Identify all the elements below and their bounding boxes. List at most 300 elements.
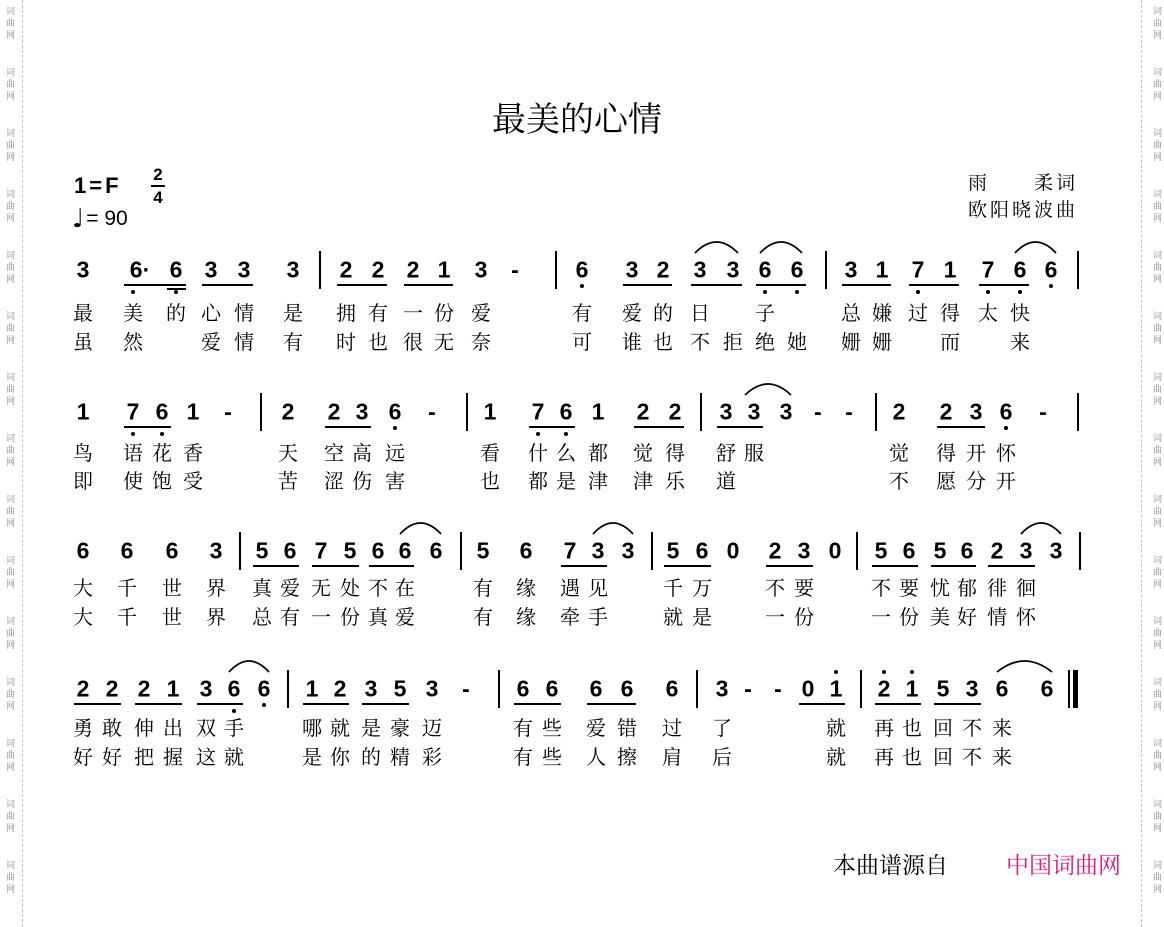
lyric-syllable: 受	[183, 469, 203, 493]
note: 7	[531, 398, 545, 425]
lyric-syllable: 徊	[1016, 576, 1036, 600]
note: 6	[545, 675, 559, 702]
slur	[400, 523, 441, 534]
lyric-syllable: 远	[385, 441, 405, 465]
note: 5	[933, 537, 947, 564]
lyric-syllable: 来	[992, 716, 1012, 740]
lyric-syllable: 世	[162, 576, 182, 600]
lyric-syllable: 太	[978, 301, 998, 325]
lyric-syllable: 肩	[662, 745, 682, 769]
lyric-syllable: 界	[206, 605, 226, 629]
slur	[1015, 242, 1056, 253]
note: 3	[1049, 537, 1063, 564]
lyric-syllable: 舒	[716, 441, 736, 465]
lyric-syllable: 高	[352, 441, 372, 465]
lyric-syllable: 快	[1010, 301, 1030, 325]
note: 6	[398, 537, 412, 564]
watermark-text: 词曲网	[4, 494, 14, 530]
lyric-syllable: 香	[183, 441, 203, 465]
note: 6	[76, 537, 90, 564]
note: 6	[758, 256, 772, 283]
lyric-syllable: 嫌	[872, 301, 892, 325]
lyric-syllable: 不	[690, 330, 710, 354]
lyric-syllable: 情	[234, 330, 254, 354]
lyric-syllable: 豪	[390, 716, 410, 740]
note: 6·	[129, 256, 151, 283]
lyric-syllable: 是	[283, 301, 303, 325]
lyric-syllable: 使	[123, 469, 143, 493]
dash-extension: -	[1039, 398, 1047, 425]
note: 1	[591, 398, 605, 425]
note: 2	[137, 675, 151, 702]
source-label: 本曲谱源自	[833, 853, 948, 879]
lyric-syllable: 苦	[278, 469, 298, 493]
lyric-syllable: 哪	[302, 716, 322, 740]
lyric-syllable: 开	[996, 469, 1016, 493]
lyric-syllable: 看	[480, 441, 500, 465]
dash-extension: -	[814, 398, 822, 425]
lyric-syllable: 空	[324, 441, 344, 465]
note: 3	[209, 537, 223, 564]
lyric-syllable: 不	[962, 745, 982, 769]
watermark-text: 词曲网	[4, 6, 14, 42]
watermark-text: 词曲网	[1151, 860, 1161, 896]
lyric-syllable: 了	[712, 716, 732, 740]
note: 6	[559, 398, 573, 425]
lyric-syllable: 手	[588, 605, 608, 629]
lyric-syllable: 错	[617, 716, 637, 740]
lyric-syllable: 真	[252, 576, 272, 600]
note: 1	[905, 675, 919, 702]
note: 6	[790, 256, 804, 283]
note: 6	[519, 537, 533, 564]
lyric-syllable: 都	[528, 469, 548, 493]
lyric-syllable: 不	[368, 576, 388, 600]
note: 6	[516, 675, 530, 702]
watermark-text: 词曲网	[4, 128, 14, 164]
note: 1	[305, 675, 319, 702]
lyric-syllable: 千	[117, 576, 137, 600]
lyric-syllable: 也	[368, 330, 388, 354]
note: 2	[76, 675, 90, 702]
lyric-syllable: 觉	[633, 441, 653, 465]
lyric-syllable: 子	[755, 301, 775, 325]
lyric-syllable: 把	[134, 745, 154, 769]
lyric-syllable: 回	[933, 745, 953, 769]
song-title: 最美的心情	[492, 100, 662, 140]
lyric-syllable: 忧	[930, 576, 950, 600]
note: 6	[695, 537, 709, 564]
lyric-syllable: 勇	[73, 716, 93, 740]
lyric-syllable: 道	[716, 469, 736, 493]
lyric-syllable: 爱	[280, 576, 300, 600]
lyric-syllable: 些	[542, 745, 562, 769]
note: 6	[575, 256, 589, 283]
note: 6	[169, 256, 183, 283]
lyric-syllable: 一	[765, 605, 785, 629]
note: 2	[668, 398, 682, 425]
note: 1	[829, 675, 843, 702]
lyric-syllable: 后	[712, 745, 732, 769]
watermark-text: 词曲网	[1151, 128, 1161, 164]
lyric-syllable: 天	[278, 441, 298, 465]
lyric-syllable: 不	[889, 469, 909, 493]
lyric-syllable: 得	[936, 441, 956, 465]
watermark-text: 词曲网	[4, 311, 14, 347]
lyric-syllable: 再	[874, 716, 894, 740]
watermark-text: 词曲网	[1151, 67, 1161, 103]
key-signature: 1=F	[74, 173, 122, 198]
lyric-syllable: 世	[162, 605, 182, 629]
lyric-syllable: 也	[902, 716, 922, 740]
watermark-text: 词曲网	[4, 189, 14, 225]
lyric-syllable: 涩	[324, 469, 344, 493]
watermark-text: 词曲网	[1151, 555, 1161, 591]
note: 0	[801, 675, 815, 702]
lyric-syllable: 总	[252, 605, 272, 629]
lyric-syllable: 总	[841, 301, 861, 325]
lyric-syllable: 爱	[201, 330, 221, 354]
note: 3	[76, 256, 90, 283]
time-signature-top: 2	[153, 165, 163, 184]
source-site: 中国词曲网	[1006, 853, 1121, 879]
lyric-syllable: 服	[744, 441, 764, 465]
note: 7	[126, 398, 140, 425]
quarter-note-icon: ♩	[72, 204, 85, 234]
lyric-syllable: 伤	[352, 469, 372, 493]
lyric-syllable: 缘	[516, 576, 536, 600]
note: 6	[1044, 256, 1058, 283]
lyric-syllable: 徘	[987, 576, 1007, 600]
lyric-syllable: 什	[528, 441, 548, 465]
note: 3	[1019, 537, 1033, 564]
lyric-syllable: 无	[434, 330, 454, 354]
note: 3	[844, 256, 858, 283]
lyric-syllable: 可	[572, 330, 592, 354]
watermark-text: 词曲网	[1151, 250, 1161, 286]
lyric-syllable: 不	[765, 576, 785, 600]
lyric-syllable: 就	[663, 605, 683, 629]
lyric-syllable: 美	[123, 301, 143, 325]
slur	[745, 384, 791, 395]
lyric-syllable: 遇	[560, 576, 580, 600]
lyric-syllable: 都	[588, 441, 608, 465]
note: 7	[563, 537, 577, 564]
note: 2	[281, 398, 295, 425]
lyric-syllable: 要	[794, 576, 814, 600]
watermark-text: 词曲网	[4, 67, 14, 103]
note: 5	[476, 537, 490, 564]
note: 2	[371, 256, 385, 283]
lyricist-credit: 雨 柔词	[967, 172, 1078, 194]
lyric-syllable: 过	[662, 716, 682, 740]
lyric-syllable: 得	[665, 441, 685, 465]
note: 6	[120, 537, 134, 564]
note: 3	[797, 537, 811, 564]
lyric-syllable: 过	[908, 301, 928, 325]
lyric-syllable: 有	[513, 745, 533, 769]
note: 3	[726, 256, 740, 283]
note: 6	[665, 675, 679, 702]
lyric-syllable: 开	[966, 441, 986, 465]
note: 7	[314, 537, 328, 564]
note: 5	[666, 537, 680, 564]
lyric-syllable: 握	[163, 745, 183, 769]
note: 6	[1013, 256, 1027, 283]
lyric-syllable: 要	[899, 576, 919, 600]
lyric-syllable: 虽	[73, 330, 93, 354]
lyric-syllable: 饱	[152, 469, 172, 493]
lyric-syllable: 一	[403, 301, 423, 325]
note: 3	[621, 537, 635, 564]
note: 1	[186, 398, 200, 425]
watermark-text: 词曲网	[1151, 311, 1161, 347]
note: 3	[625, 256, 639, 283]
lyric-syllable: 怀	[1016, 605, 1036, 629]
note: 6	[995, 675, 1009, 702]
lyric-syllable: 有	[283, 330, 303, 354]
lyric-syllable: 她	[787, 330, 807, 354]
lyric-syllable: 日	[690, 301, 710, 325]
lyric-syllable: 你	[330, 745, 350, 769]
lyric-syllable: 有	[473, 605, 493, 629]
lyric-syllable: 一	[871, 605, 891, 629]
note: 3	[591, 537, 605, 564]
dash-extension: -	[744, 675, 752, 702]
note: 6	[227, 675, 241, 702]
lyric-syllable: 姗	[841, 330, 861, 354]
lyric-syllable: 就	[826, 716, 846, 740]
note: 3	[779, 398, 793, 425]
watermark-text: 词曲网	[4, 677, 14, 713]
note: 5	[393, 675, 407, 702]
lyric-syllable: 来	[992, 745, 1012, 769]
lyric-syllable: 然	[123, 330, 143, 354]
lyric-syllable: 有	[473, 576, 493, 600]
watermark-text: 词曲网	[4, 799, 14, 835]
lyric-syllable: 有	[513, 716, 533, 740]
lyric-syllable: 也	[653, 330, 673, 354]
lyric-syllable: 手	[224, 716, 244, 740]
note: 1	[76, 398, 90, 425]
watermark-text: 词曲网	[1151, 616, 1161, 652]
lyric-syllable: 有	[368, 301, 388, 325]
lyric-syllable: 擦	[617, 745, 637, 769]
lyric-syllable: 好	[957, 605, 977, 629]
watermark-text: 词曲网	[4, 738, 14, 774]
lyric-syllable: 千	[663, 576, 683, 600]
lyric-syllable: 是	[302, 745, 322, 769]
note: 5	[343, 537, 357, 564]
watermark-text: 词曲网	[1151, 799, 1161, 835]
note: 6	[388, 398, 402, 425]
lyric-syllable: 拒	[723, 330, 743, 354]
note: 6	[1040, 675, 1054, 702]
lyric-syllable: 拥	[336, 301, 356, 325]
note: 1	[875, 256, 889, 283]
note: 2	[105, 675, 119, 702]
lyric-syllable: 出	[163, 716, 183, 740]
lyric-syllable: 奈	[471, 330, 491, 354]
note: 3	[719, 398, 733, 425]
watermark-text: 词曲网	[4, 860, 14, 896]
note: 2	[877, 675, 891, 702]
slur	[997, 661, 1052, 672]
watermark-text: 词曲网	[4, 616, 14, 652]
note: 2	[768, 537, 782, 564]
lyric-syllable: 最	[73, 301, 93, 325]
dash-extension: -	[224, 398, 232, 425]
lyric-syllable: 精	[390, 745, 410, 769]
lyric-syllable: 时	[336, 330, 356, 354]
lyric-syllable: 分	[966, 469, 986, 493]
lyric-syllable: 情	[234, 301, 254, 325]
note: 3	[237, 256, 251, 283]
note: 3	[355, 398, 369, 425]
time-signature-bottom: 4	[153, 188, 163, 207]
lyric-syllable: 处	[340, 576, 360, 600]
lyric-syllable: 界	[206, 576, 226, 600]
lyric-syllable: 有	[572, 301, 592, 325]
watermark-text: 词曲网	[4, 433, 14, 469]
lyric-syllable: 就	[330, 716, 350, 740]
lyric-syllable: 真	[368, 605, 388, 629]
lyric-syllable: 绝	[755, 330, 775, 354]
note: 1	[943, 256, 957, 283]
slur	[695, 242, 738, 253]
note: 3	[425, 675, 439, 702]
watermark-text: 词曲网	[4, 250, 14, 286]
dash-extension: -	[462, 675, 470, 702]
lyric-syllable: 爱	[395, 605, 415, 629]
lyric-syllable: 得	[940, 301, 960, 325]
note: 1	[483, 398, 497, 425]
lyric-syllable: 津	[633, 469, 653, 493]
note: 3	[204, 256, 218, 283]
lyric-syllable: 乐	[665, 469, 685, 493]
lyric-syllable: 无	[311, 576, 331, 600]
lyric-syllable: 千	[117, 605, 137, 629]
lyric-syllable: 觉	[889, 441, 909, 465]
lyric-syllable: 很	[403, 330, 423, 354]
lyric-syllable: 是	[361, 716, 381, 740]
lyric-syllable: 的	[166, 301, 186, 325]
note: 6	[960, 537, 974, 564]
note: 6	[620, 675, 634, 702]
lyric-syllable: 不	[962, 716, 982, 740]
slur	[593, 523, 633, 534]
note: 6	[999, 398, 1013, 425]
watermark-text: 词曲网	[1151, 189, 1161, 225]
lyric-syllable: 美	[930, 605, 950, 629]
note: 0	[828, 537, 842, 564]
note: 5	[936, 675, 950, 702]
lyric-syllable: 好	[102, 745, 122, 769]
lyric-syllable: 再	[874, 745, 894, 769]
note: 3	[715, 675, 729, 702]
slur	[760, 242, 802, 253]
lyric-syllable: 有	[280, 605, 300, 629]
lyric-syllable: 大	[73, 576, 93, 600]
note: 0	[726, 537, 740, 564]
note: 2	[327, 398, 341, 425]
lyric-syllable: 爱	[622, 301, 642, 325]
lyric-syllable: 爱	[586, 716, 606, 740]
note: 6	[371, 537, 385, 564]
note: 6	[902, 537, 916, 564]
lyric-syllable: 大	[73, 605, 93, 629]
note: 6	[155, 398, 169, 425]
lyric-syllable: 鸟	[73, 441, 93, 465]
note: 5	[255, 537, 269, 564]
lyric-syllable: 的	[653, 301, 673, 325]
watermark-text: 词曲网	[1151, 433, 1161, 469]
lyric-syllable: 些	[542, 716, 562, 740]
lyric-syllable: 份	[340, 605, 360, 629]
note: 2	[939, 398, 953, 425]
lyric-syllable: 即	[73, 469, 93, 493]
note: 3	[969, 398, 983, 425]
note: 6	[165, 537, 179, 564]
lyric-syllable: 也	[480, 469, 500, 493]
lyric-syllable: 津	[588, 469, 608, 493]
dash-extension: -	[774, 675, 782, 702]
note: 3	[965, 675, 979, 702]
lyric-syllable: 在	[395, 576, 415, 600]
lyric-syllable: 人	[586, 745, 606, 769]
lyric-syllable: 份	[794, 605, 814, 629]
lyric-syllable: 也	[902, 745, 922, 769]
lyric-syllable: 么	[556, 441, 576, 465]
note: 3	[747, 398, 761, 425]
note: 2	[339, 256, 353, 283]
lyric-syllable: 迈	[422, 716, 442, 740]
lyric-syllable: 就	[826, 745, 846, 769]
watermark-text: 词曲网	[4, 555, 14, 591]
note: 6	[257, 675, 271, 702]
lyric-syllable: 来	[1010, 330, 1030, 354]
note: 2	[656, 256, 670, 283]
lyric-syllable: 而	[940, 330, 960, 354]
note: 3	[693, 256, 707, 283]
note: 3	[364, 675, 378, 702]
lyric-syllable: 花	[152, 441, 172, 465]
lyric-syllable: 是	[556, 469, 576, 493]
dash-extension: -	[845, 398, 853, 425]
lyric-syllable: 郁	[957, 576, 977, 600]
note: 1	[166, 675, 180, 702]
lyric-syllable: 害	[385, 469, 405, 493]
watermark-text: 词曲网	[1151, 677, 1161, 713]
note: 2	[333, 675, 347, 702]
lyric-syllable: 情	[987, 605, 1007, 629]
lyric-syllable: 双	[196, 716, 216, 740]
note: 3	[199, 675, 213, 702]
note: 2	[406, 256, 420, 283]
lyric-syllable: 好	[73, 745, 93, 769]
dash-extension: -	[428, 398, 436, 425]
lyric-syllable: 缘	[516, 605, 536, 629]
lyric-syllable: 敢	[102, 716, 122, 740]
note: 6	[589, 675, 603, 702]
lyric-syllable: 彩	[422, 745, 442, 769]
watermark-text: 词曲网	[1151, 494, 1161, 530]
lyric-syllable: 的	[361, 745, 381, 769]
lyric-syllable: 份	[899, 605, 919, 629]
dash-extension: -	[511, 256, 519, 283]
lyric-syllable: 这	[196, 745, 216, 769]
watermark-text: 词曲网	[1151, 372, 1161, 408]
